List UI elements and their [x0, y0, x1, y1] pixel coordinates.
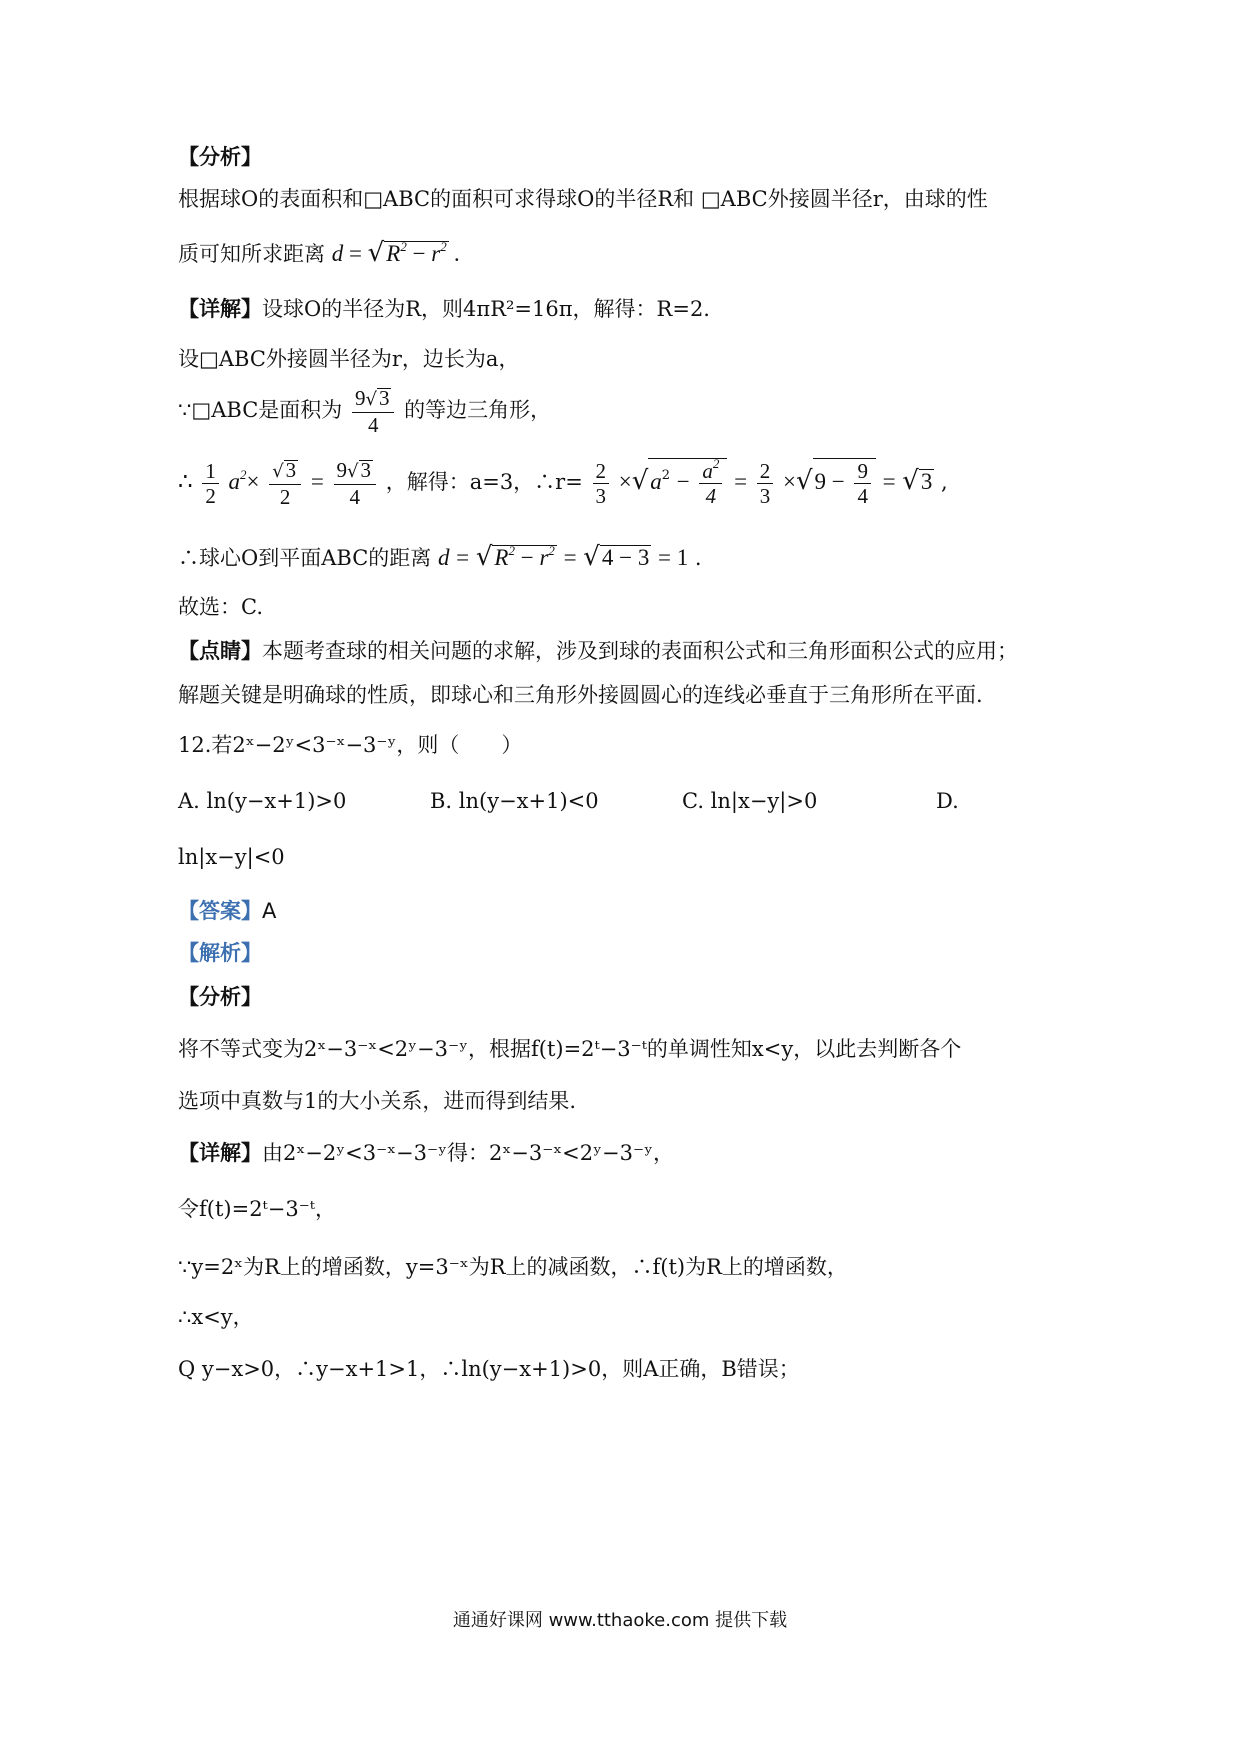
analysis-heading: 【分析】: [178, 144, 262, 169]
detail-text-1: 设球O的半径为R，则4πR²=16π，解得：R=2.: [262, 297, 710, 321]
half-fraction: $\frac{1}{2}$: [202, 459, 219, 508]
solution-label: 【解析】: [178, 940, 262, 965]
footer-text: 通通好课网 www.tthaoke.com 提供下载: [452, 1610, 788, 1631]
point-line-1: [178, 636, 1018, 666]
option-b: B. ln(y−x+1)<0: [430, 789, 599, 813]
area-fraction: $\frac{9√3}{4}$: [352, 386, 394, 437]
choose-line: 故选：C.: [178, 595, 263, 619]
answer-value: A: [262, 899, 277, 923]
q12-detail-text-1: 由2ˣ−2ʸ<3⁻ˣ−3⁻ʸ得：2ˣ−3⁻ˣ<2ʸ−3⁻ʸ，: [262, 1141, 674, 1165]
q12-analysis-line-1: 将不等式变为2ˣ−3⁻ˣ<2ʸ−3⁻ʸ，根据f(t)=2ᵗ−3⁻ᵗ的单调性知x<y，以此去判断各个: [178, 1037, 962, 1061]
analysis-line-2-prefix: 质可知所求距离: [178, 242, 325, 266]
center-distance-line: ∴球心O到平面ABC的距离 $d = √R^2 - r^2 = √4 - 3 = 1$ .: [178, 542, 702, 572]
q12-analysis-heading: 【分析】: [178, 984, 262, 1009]
q12-detail-line-1: [178, 1138, 674, 1168]
distance-formula: $d = √R^2 - r^2$ .: [331, 238, 461, 268]
detail-heading: 【详解】: [178, 296, 262, 321]
q12-detail-line-3: ∵y=2ˣ为R上的增函数，y=3⁻ˣ为R上的减函数，∴f(t)为R上的增函数，: [178, 1255, 848, 1279]
set-line: 设□ABC外接圆半径为r，边长为a，: [178, 347, 520, 371]
root3-over-2: $\frac{√3}{2}$: [269, 458, 301, 509]
q12-detail-line-5: Q y−x>0，∴y−x+1>1，∴ln(y−x+1)>0，则A正确，B错误；: [178, 1357, 800, 1381]
answer-label: 【答案】: [178, 898, 262, 923]
option-d-label: D.: [936, 789, 959, 813]
therefore-line: ∴ $\frac{1}{2}$ $a^2\times$ $\frac{√3}{2}$ = $\frac{9√3}{4}$ ，解得：a=3，∴r= $\frac{2}{3}$ $\times√a^2$ − $\frac{a^2}{4}$ = $\frac{2}{3}$ ×√9 − $\frac{9}{4}$ = √3 ,: [178, 456, 948, 509]
therefore-text: ，解得：a=3，∴r=: [385, 470, 583, 494]
point-heading: 【点睛】: [178, 638, 262, 663]
q12-detail-heading: 【详解】: [178, 1140, 262, 1165]
two-thirds-2: $\frac{2}{3}$: [757, 459, 774, 508]
q12-detail-line-2: 令f(t)=2ᵗ−3⁻ᵗ，: [178, 1197, 336, 1221]
area-fraction-2: $\frac{9√3}{4}$: [334, 458, 376, 509]
point-text-1: 本题考查球的相关问题的求解，涉及到球的表面积公式和三角形面积公式的应用；: [262, 639, 1018, 663]
q12-analysis-line-2: 选项中真数与1的大小关系，进而得到结果.: [178, 1089, 577, 1113]
because-line: [178, 386, 551, 437]
because-prefix: ∵□ABC是面积为: [178, 398, 343, 422]
option-c: C. ln|x−y|>0: [682, 789, 818, 813]
detail-line-1: [178, 294, 710, 324]
option-d: ln|x−y|<0: [178, 845, 285, 869]
answer-line: [178, 896, 276, 926]
option-a: A. ln(y−x+1)>0: [178, 789, 347, 813]
solution-label-line: [178, 938, 262, 968]
point-line-2: 解题关键是明确球的性质，即球心和三角形外接圆圆心的连线必垂直于三角形所在平面.: [178, 683, 983, 707]
analysis-line-2: [178, 238, 460, 269]
because-suffix: 的等边三角形，: [404, 398, 552, 422]
two-thirds-1: $\frac{2}{3}$: [593, 459, 610, 508]
q12-detail-line-4: ∴x<y，: [178, 1305, 254, 1329]
analysis-line-1: 根据球O的表面积和□ABC的面积可求得球O的半径R和 □ABC外接圆半径r，由球的性: [178, 187, 988, 211]
question-12-stem: 12.若2ˣ−2ʸ<3⁻ˣ−3⁻ʸ，则（ ）: [178, 733, 523, 757]
center-prefix: ∴球心O到平面ABC的距离: [178, 546, 432, 570]
